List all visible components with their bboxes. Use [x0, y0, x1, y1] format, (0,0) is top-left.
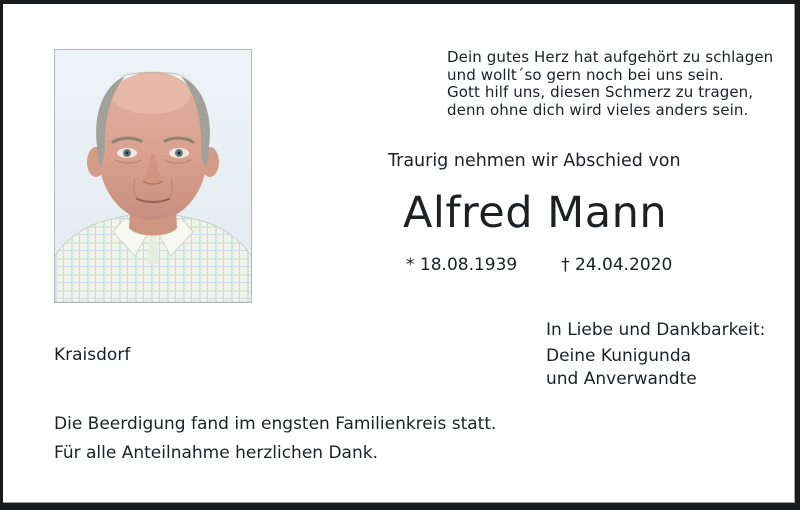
verse-line: und wollt´so gern noch bei uns sein.: [447, 65, 724, 84]
farewell-intro: Traurig nehmen wir Abschied von: [388, 151, 681, 171]
verse-line: Dein gutes Herz hat aufgehört zu schlagen: [447, 48, 774, 66]
life-dates: [406, 255, 672, 275]
place-name: Kraisdorf: [54, 345, 131, 365]
mourner-name: Deine Kunigunda: [546, 346, 692, 366]
thanks-note: Für alle Anteilnahme herzlichen Dank.: [54, 443, 378, 463]
portrait-photo: [54, 49, 252, 303]
deceased-name: Alfred Mann: [403, 188, 668, 238]
death-symbol: †: [561, 255, 570, 275]
birth-date: 18.08.1939: [419, 255, 518, 275]
memorial-verse: [447, 49, 773, 119]
verse-line: Gott hilf uns, diesen Schmerz zu tragen,: [447, 83, 754, 102]
closing-line: In Liebe und Dankbarkeit:: [546, 320, 766, 340]
verse-line: denn ohne dich wird vieles anders sein.: [447, 100, 749, 119]
death-date: 24.04.2020: [574, 255, 673, 275]
funeral-note: Die Beerdigung fand im engsten Familienkreis statt.: [54, 414, 497, 434]
elderly-man-portrait: [55, 50, 251, 302]
birth-symbol: *: [406, 255, 415, 275]
mourner-relatives: und Anverwandte: [546, 369, 697, 389]
